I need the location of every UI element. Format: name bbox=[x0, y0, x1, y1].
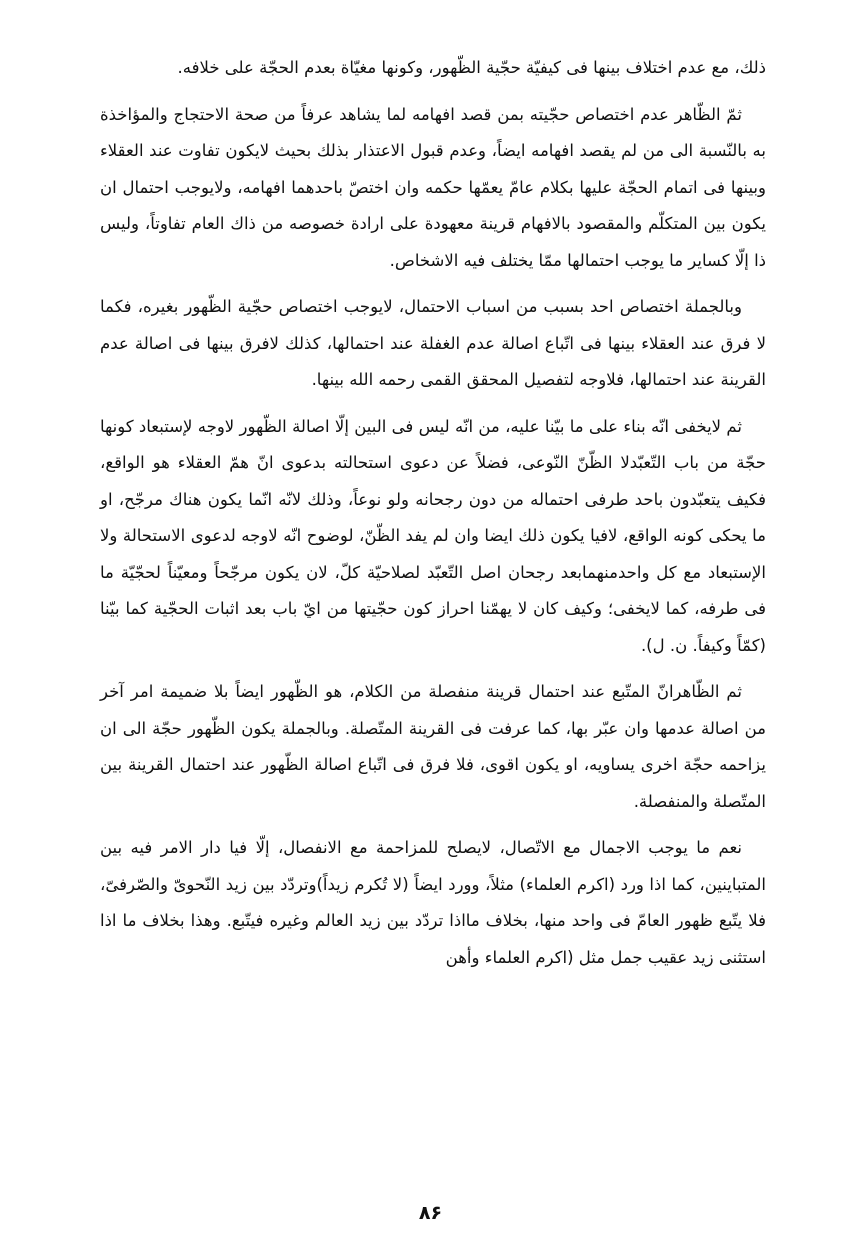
paragraph: ثم الظّاهرانّ المتّبع عند احتمال قرينة منفصلة من الكلام، هو الظّهور ايضاً بلا ضميمة امر آخر من اصالة عدمها وان عبّر بها، كما عرفت فى القرينة المتّصلة. وبالجملة يكون الظّهور حجّة الى ان يزاحمه حجّة اخرى يساويه، او يكون اقوى، فلا فرق فى اتّباع اصالة الظّهور عند احتمال القرينة بين المتّصلة والمنفصلة. bbox=[100, 682, 766, 811]
page-number: ٨۶ bbox=[418, 1202, 443, 1224]
paragraph: ذلك، مع عدم اختلاف بينها فى كيفيّة حجّية الظّهور، وكونها مغيّاة بعدم الحجّة على خلافه. bbox=[177, 58, 766, 77]
paragraph: ثمّ الظّاهر عدم اختصاص حجّيته بمن قصد افهامه لما يشاهد عرفاً من صحة الاحتجاج والمؤاخذة به بالنّسبة الى من لم يقصد افهامه ايضاً، وعدم قبول الاعتذار بذلك بحيث لايكون تفاوت عند العقلاء وبينها فى اتمام الحجّة عليها بكلام عامّ يعمّها حكمه وان اختصّ باحدهما افهامه، ولايوجب احتمال ان يكون بين المتكلّم والمقصود بالافهام قرينة معهودة على ارادة خصوصه من ذاك العام تفاوتاً، وليس ذا إلّا كساير ما يوجب احتمالها ممّا يختلف فيه الاشخاص. bbox=[100, 104, 766, 270]
page-body bbox=[100, 50, 766, 1240]
paragraph: ثم لايخفى انّه بناء على ما بيّنا عليه، من انّه ليس فى البين إلّا اصالة الظّهور لاوجه لإستبعاد كونها حجّة من باب التّعبّدلا الظّنّ النّوعى، فضلاً عن دعوى استحالته بدعوى انّ همّ العقلاء هو الواقع، فكيف يتعبّدون باحد طرفى احتماله من دون رجحانه ولو نوعاً، وذلك لانّه انّما يكون هناك مرجّح، او ما يحكى كونه الواقع، لافيا يكون ذلك ايضا وان لم يفد الظّنّ، لوضوح انّه لاوجه لدعوى الاستحالة ولا الإستبعاد مع كل واحدمنهمابعد رجحان اصل التّعبّد لصلاحيّة كلّ، لان يكون مرجّحاً ومعيّناً لحجّيّة ما فى طرفه، كما لايخفى؛ وكيف كان لا يهمّنا احراز كون حجّيتها من ايّ باب بعد اثبات الحجّية كما بيّنا (كمّاً وكيفاً. ن. ل). bbox=[100, 416, 766, 655]
paragraph: وبالجملة اختصاص احد بسبب من اسباب الاحتمال، لايوجب اختصاص حجّية الظّهور بغيره، فكما لا فرق عند العقلاء بينها فى اتّباع اصالة عدم الغفلة عند احتمالها، كذلك لافرق بينها فى اصالة عدم القرينة عند احتمالها، فلاوجه لتفصيل المحقق القمى رحمه الله بينها. bbox=[100, 297, 766, 389]
paragraph: نعم ما يوجب الاجمال مع الاتّصال، لايصلح للمزاحمة مع الانفصال، إلّا فيا دار الامر فيه بين المتباينين، كما اذا ورد (اكرم العلماء) مثلاً، وورد ايضاً (لا تُكرم زيداً)وتردّد بين زيد النّحوىّ والصّرفىّ، فلا يتّبع ظهور العامّ فى واحد منها، بخلاف مااذا تردّد بين زيد العالم وغيره فيتّبع. وهذا بخلاف ما اذا استثنى زيد عقيب جمل مثل (اكرم العلماء وأهن bbox=[100, 838, 766, 967]
